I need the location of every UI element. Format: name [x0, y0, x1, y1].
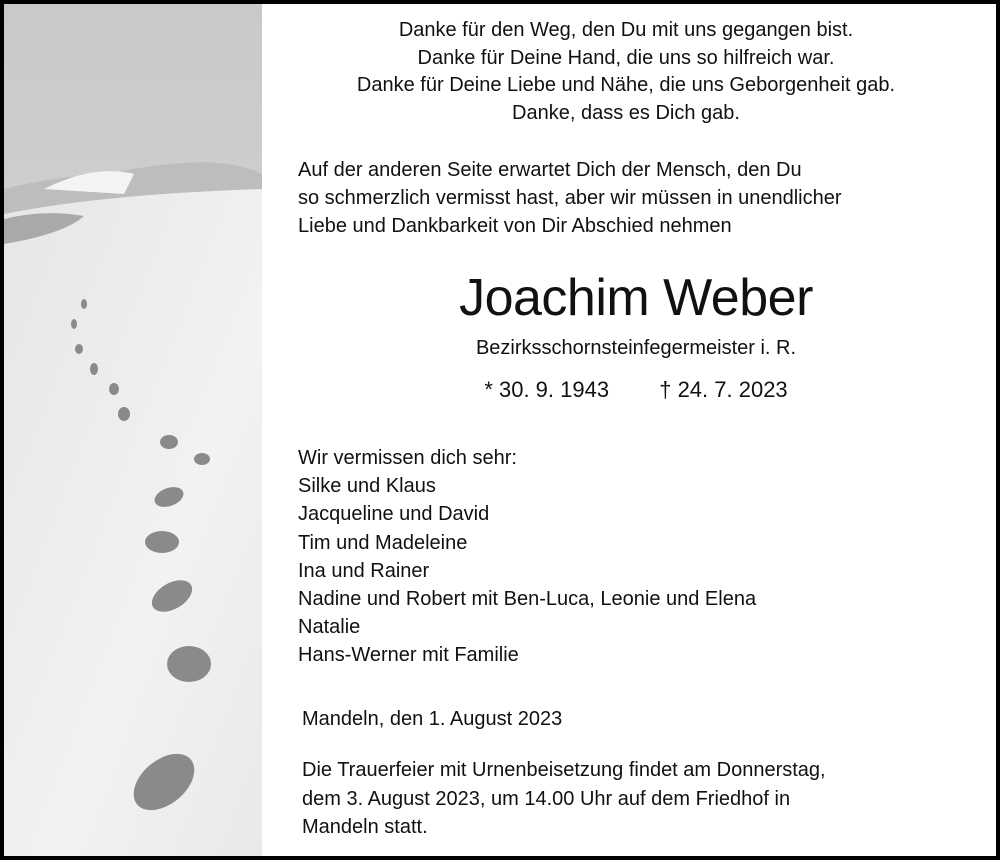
- funeral-info: [302, 756, 826, 842]
- poem: [266, 17, 986, 127]
- family-member: Jacqueline und David: [298, 503, 490, 526]
- deceased-title: Bezirksschornsteinfegermeister i. R.: [475, 337, 797, 359]
- intro-line: Liebe und Dankbarkeit von Dir Abschied nehmen: [298, 215, 732, 237]
- poem-line: Danke für den Weg, den Du mit uns gegangen bist.: [398, 19, 854, 41]
- life-dates: [266, 377, 996, 403]
- family-list: [298, 444, 756, 670]
- funeral-line: Die Trauerfeier mit Urnenbeisetzung findet am Donnerstag,: [302, 759, 826, 781]
- obituary-card: [4, 4, 996, 856]
- intro-line: Auf der anderen Seite erwartet Dich der Mensch, den Du: [298, 159, 802, 181]
- poem-line: Danke, dass es Dich gab.: [512, 101, 740, 124]
- family-member: Tim und Madeleine: [298, 531, 468, 554]
- birth-date: * 30. 9. 1943: [484, 377, 610, 402]
- deceased-name: Joachim Weber: [459, 269, 813, 327]
- intro-line: so schmerzlich vermisst hast, aber wir müssen in unendlicher: [298, 187, 842, 209]
- family-member: Ina und Rainer: [298, 559, 430, 582]
- poem-line: Danke für Deine Hand, die uns so hilfreich war.: [417, 46, 835, 69]
- poem-line: Danke für Deine Liebe und Nähe, die uns Geborgenheit gab.: [356, 74, 896, 96]
- funeral-line: dem 3. August 2023, um 14.00 Uhr auf dem Friedhof in: [302, 787, 791, 810]
- family-member: Silke und Klaus: [298, 475, 436, 498]
- family-member: Natalie: [298, 616, 361, 639]
- family-member: Hans-Werner mit Familie: [298, 644, 519, 667]
- snow-footprints-photo: [4, 4, 262, 856]
- family-member: Nadine und Robert mit Ben-Luca, Leonie und Elena: [298, 588, 757, 611]
- place-date: Mandeln, den 1. August 2023: [302, 708, 563, 730]
- death-date: † 24. 7. 2023: [659, 377, 788, 402]
- funeral-line: Mandeln statt.: [302, 816, 428, 838]
- family-heading: Wir vermissen dich sehr:: [298, 447, 517, 469]
- intro-paragraph: [298, 156, 842, 240]
